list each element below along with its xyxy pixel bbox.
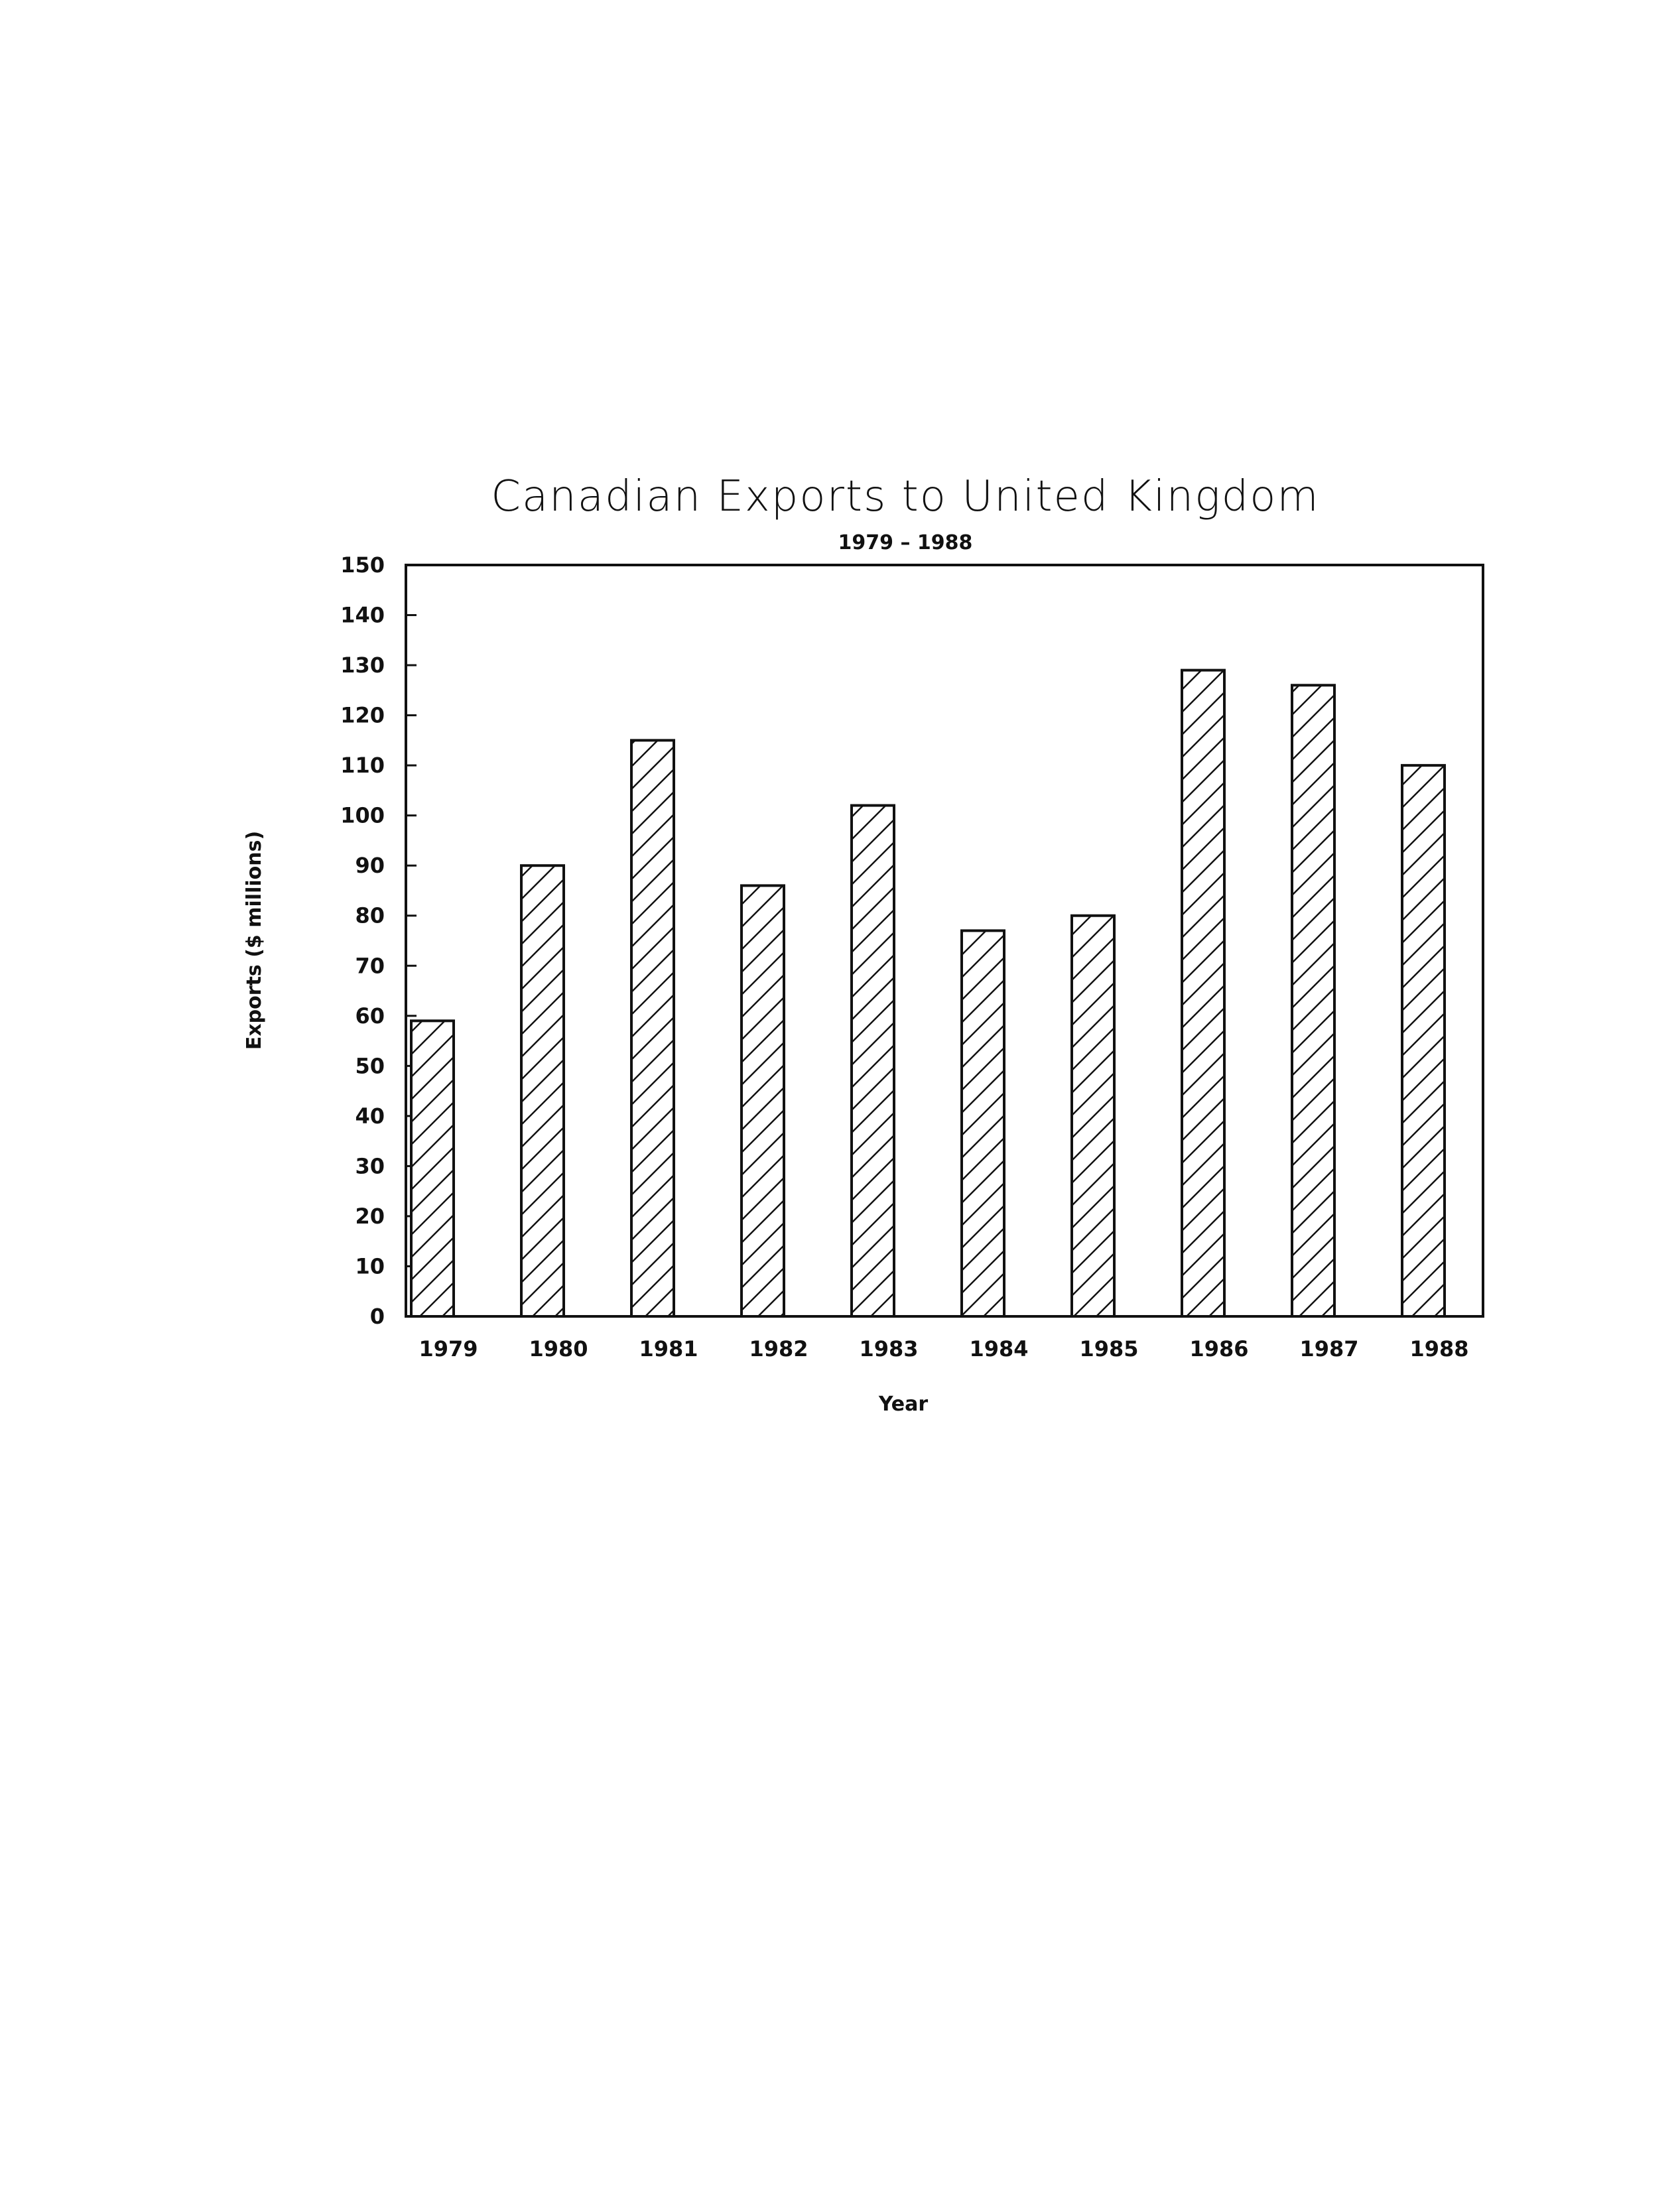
y-tick-label: 80 — [355, 903, 385, 928]
bar-1985 — [1072, 916, 1114, 1316]
bar-1988 — [1402, 765, 1445, 1316]
bar-1986 — [1182, 670, 1224, 1316]
bar-1981 — [631, 740, 674, 1316]
bar-1982 — [742, 885, 784, 1316]
x-axis-tick-labels — [419, 1336, 1468, 1361]
x-axis-label: Year — [878, 1393, 929, 1416]
x-tick-label: 1980 — [529, 1336, 588, 1361]
y-tick-label: 120 — [340, 702, 385, 728]
y-tick-label: 10 — [355, 1253, 385, 1279]
y-tick-label: 100 — [340, 802, 385, 828]
y-tick-label: 140 — [340, 602, 385, 628]
y-tick-label: 90 — [355, 853, 385, 879]
y-tick-label: 50 — [355, 1053, 385, 1079]
x-tick-label: 1983 — [859, 1336, 919, 1361]
x-tick-label: 1986 — [1189, 1336, 1249, 1361]
y-axis-tick-labels — [340, 552, 385, 1329]
y-tick-label: 70 — [355, 953, 385, 979]
x-tick-label: 1982 — [749, 1336, 808, 1361]
x-tick-label: 1985 — [1079, 1336, 1139, 1361]
y-tick-label: 20 — [355, 1203, 385, 1229]
y-axis-label: Exports ($ millions) — [243, 830, 266, 1050]
bar-1983 — [852, 806, 894, 1316]
bar-1980 — [521, 865, 564, 1316]
x-tick-label: 1981 — [639, 1336, 698, 1361]
x-tick-label: 1987 — [1299, 1336, 1359, 1361]
y-tick-label: 40 — [355, 1103, 385, 1129]
x-tick-label: 1984 — [969, 1336, 1029, 1361]
y-tick-label: 60 — [355, 1003, 385, 1029]
bar-1984 — [962, 930, 1004, 1316]
bar-1979 — [411, 1021, 454, 1316]
bar-series — [411, 670, 1445, 1316]
y-tick-label: 30 — [355, 1153, 385, 1179]
y-tick-label: 130 — [340, 653, 385, 678]
bar-1987 — [1292, 685, 1334, 1316]
x-tick-label: 1988 — [1409, 1336, 1469, 1361]
chart-title: Canadian Exports to United Kingdom — [491, 472, 1320, 521]
y-tick-label: 150 — [340, 552, 385, 578]
chart-subtitle: 1979 – 1988 — [838, 531, 973, 554]
x-tick-label: 1979 — [419, 1336, 478, 1361]
y-tick-label: 110 — [340, 753, 385, 779]
y-tick-label: 0 — [369, 1304, 385, 1329]
